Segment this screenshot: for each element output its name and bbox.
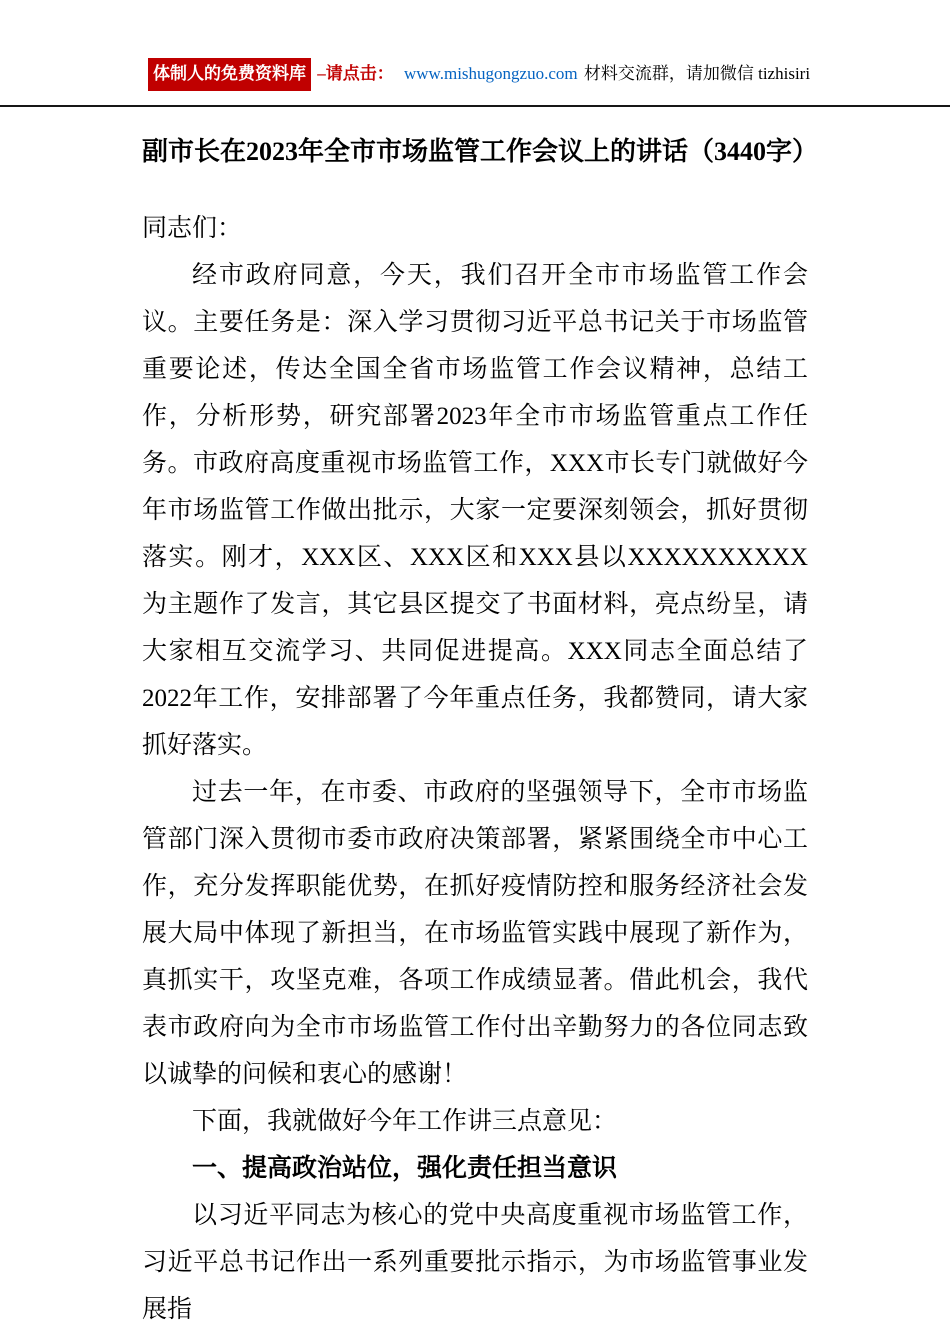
paragraph-container (142, 205, 808, 1333)
paragraph: 同志们： (142, 214, 243, 242)
paragraph: 经市政府同意，今天，我们召开全市市场监管工作会议。主要任务是：深入学习贯彻习近平总书记关于市场监管重要论述，传达全国全省市场监管工作会议精神，总结工作，分析形势，研究部署2023年全市市场监管重点工作任务。市政府高度重视市场监管工作，XXX市长专门就做好今年市场监管工作做出批示，大家一定要深刻领会，抓好贯彻落实。刚才，XXX区、XXX区和XXX县以XXXXXXXXXX为主题作了发言，其它县区提交了书面材料，亮点纷呈，请大家相互交流学习、共同促进提高。XXX同志全面总结了2022年工作，安排部署了今年重点任务，我都赞同，请大家抓好落实。 (142, 261, 808, 759)
promo-header (0, 0, 950, 107)
paragraph: 下面，我就做好今年工作讲三点意见： (192, 1107, 618, 1135)
paragraph: 过去一年，在市委、市政府的坚强领导下，全市市场监管部门深入贯彻市委市政府决策部署，紧紧围绕全市中心工作，充分发挥职能优势，在抓好疫情防控和服务经济社会发展大局中体现了新担当，在市场监管实践中展现了新作为，真抓实干，攻坚克难，各项工作成绩显著。借此机会，我代表市政府向为全市市场监管工作付出辛勤努力的各位同志致以诚挚的问候和衷心的感谢！ (142, 778, 808, 1088)
promo-click-hint: –请点击： (317, 64, 394, 83)
promo-suffix-text: 材料交流群，请加微信 tizhisiri (583, 64, 811, 83)
paragraph: 以习近平同志为核心的党中央高度重视市场监管工作，习近平总书记作出一系列重要批示指示，为市场监管事业发展指 (142, 1201, 808, 1323)
document-body (0, 107, 950, 1333)
promo-link[interactable]: www.mishugongzuo.com (404, 64, 578, 83)
document-title: 副市长在2023年全市市场监管工作会议上的讲话（3440字） (142, 137, 819, 166)
section-heading: 一、提高政治站位，强化责任担当意识 (192, 1154, 618, 1182)
promo-badge: 体制人的免费资料库 (148, 58, 311, 91)
